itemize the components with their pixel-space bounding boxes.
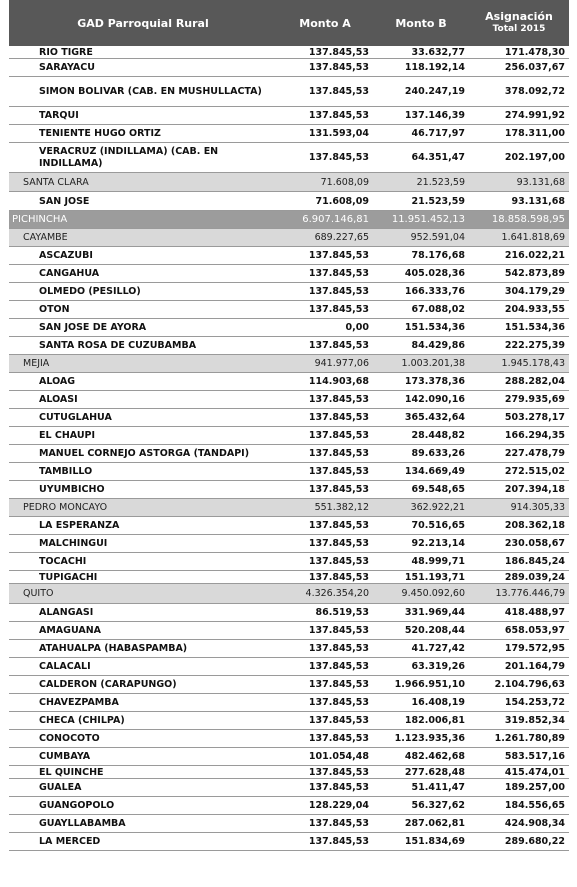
cell-name: LA ESPERANZA — [39, 520, 120, 531]
cell-total: 378.092,72 — [504, 86, 565, 97]
cell-monto-a: 137.845,53 — [308, 643, 369, 654]
table-header — [9, 0, 569, 46]
cell-monto-b: 134.669,49 — [404, 466, 465, 477]
cell-name: CHECA (CHILPA) — [39, 715, 125, 726]
cell-monto-a: 137.845,53 — [308, 556, 369, 567]
cell-total: 166.294,35 — [504, 430, 565, 441]
table-row — [9, 779, 569, 797]
cell-total: 154.253,72 — [504, 697, 565, 708]
cell-name: ATAHUALPA (HABASPAMBA) — [39, 643, 188, 654]
cell-monto-b: 63.319,26 — [411, 661, 465, 672]
cell-monto-b: 287.062,81 — [404, 818, 465, 829]
cell-monto-b: 240.247,19 — [404, 86, 465, 97]
cell-name: VERACRUZ (INDILLAMA) (CAB. EN INDILLAMA) — [39, 145, 219, 169]
table-row — [9, 676, 569, 694]
cell-total: 227.478,79 — [504, 448, 565, 459]
cell-monto-b: 142.090,16 — [404, 394, 465, 405]
cell-monto-b: 331.969,44 — [404, 607, 465, 618]
cell-name: ALANGASI — [39, 607, 94, 618]
cell-total: 184.556,65 — [504, 800, 565, 811]
table-row — [9, 337, 569, 355]
cell-total: 13.776.446,79 — [495, 588, 565, 599]
cell-monto-a: 137.845,53 — [308, 250, 369, 261]
table-row — [9, 640, 569, 658]
cell-monto-b: 151.193,71 — [404, 571, 465, 583]
cell-name: SARAYACU — [39, 62, 95, 73]
header-asignacion-line2: Total 2015 — [492, 24, 546, 34]
cell-monto-b: 173.378,36 — [404, 376, 465, 387]
cell-monto-b: 166.333,76 — [404, 286, 465, 297]
cell-monto-b: 21.523,59 — [411, 195, 465, 207]
province-total-row — [9, 211, 569, 229]
cell-monto-a: 137.845,53 — [308, 625, 369, 636]
cell-monto-b: 46.717,97 — [411, 128, 465, 139]
cell-monto-a: 137.845,53 — [308, 766, 369, 778]
canton-subtotal-row — [9, 229, 569, 247]
header-monto-a: Monto A — [299, 16, 351, 30]
cell-monto-a: 114.903,68 — [308, 376, 369, 387]
header-asignacion — [469, 10, 569, 36]
cell-name: ALOAG — [39, 376, 76, 387]
canton-subtotal-row — [9, 499, 569, 517]
cell-monto-b: 28.448,82 — [411, 430, 465, 441]
cell-total: 189.257,00 — [504, 782, 565, 793]
cell-monto-b: 362.922,21 — [410, 502, 465, 513]
cell-name: AMAGUAÑA — [39, 625, 102, 636]
cell-monto-a: 0,00 — [345, 322, 369, 333]
cell-name: SANTA ROSA DE CUZUBAMBA — [39, 340, 197, 351]
cell-name: PEDRO MONCAYO — [23, 502, 108, 513]
cell-name: GUALEA — [39, 782, 82, 793]
table-row — [9, 553, 569, 571]
cell-monto-a: 137.845,53 — [308, 661, 369, 672]
cell-total: 424.908,34 — [504, 818, 565, 829]
cell-total: 279.935,69 — [504, 394, 565, 405]
cell-monto-a: 137.845,53 — [308, 430, 369, 441]
cell-name: TENIENTE HUGO ORTIZ — [39, 128, 161, 139]
cell-monto-a: 137.845,53 — [308, 152, 369, 163]
table-row — [9, 481, 569, 499]
cell-monto-b: 48.999,71 — [411, 556, 465, 567]
cell-monto-b: 70.516,65 — [411, 520, 465, 531]
cell-name: CUMBAYA — [39, 751, 91, 762]
cell-total: 288.282,04 — [504, 376, 565, 387]
cell-total: 415.474,01 — [504, 766, 565, 778]
table-row — [9, 192, 569, 211]
cell-monto-a: 137.845,53 — [308, 733, 369, 744]
cell-total: 272.515,02 — [504, 466, 565, 477]
table-row — [9, 571, 569, 584]
cell-name: SANTA CLARA — [23, 176, 89, 188]
cell-monto-b: 78.176,68 — [411, 250, 465, 261]
header-monto-b: Monto B — [395, 16, 447, 30]
table-row — [9, 319, 569, 337]
cell-monto-a: 137.845,53 — [308, 340, 369, 351]
cell-monto-b: 151.534,36 — [404, 322, 465, 333]
cell-monto-b: 51.411,47 — [411, 782, 465, 793]
cell-name: CANGAHUA — [39, 268, 100, 279]
cell-name: UYUMBICHO — [39, 484, 105, 495]
cell-name: PICHINCHA — [12, 214, 68, 225]
canton-subtotal-row — [9, 173, 569, 192]
cell-monto-a: 137.845,53 — [308, 679, 369, 690]
cell-monto-a: 137.845,53 — [308, 782, 369, 793]
cell-total: 418.488,97 — [504, 607, 565, 618]
table-row — [9, 604, 569, 622]
cell-monto-a: 137.845,53 — [308, 715, 369, 726]
cell-monto-a: 137.845,53 — [308, 484, 369, 495]
cell-monto-a: 128.229,04 — [308, 800, 369, 811]
table-row — [9, 694, 569, 712]
cell-total: 208.362,18 — [504, 520, 565, 531]
cell-total: 289.039,24 — [504, 571, 565, 583]
cell-monto-b: 277.628,48 — [404, 766, 465, 778]
cell-monto-b: 16.408,19 — [411, 697, 465, 708]
cell-monto-b: 952.591,04 — [410, 232, 465, 243]
cell-name: CONOCOTO — [39, 733, 100, 744]
cell-monto-b: 21.523,59 — [416, 176, 465, 188]
cell-monto-b: 151.834,69 — [404, 836, 465, 847]
table-row — [9, 409, 569, 427]
table-row — [9, 247, 569, 265]
cell-name: GUAYLLABAMBA — [39, 818, 126, 829]
cell-monto-a: 137.845,53 — [308, 394, 369, 405]
cell-monto-b: 69.548,65 — [411, 484, 465, 495]
cell-monto-a: 131.593,04 — [308, 128, 369, 139]
table-row — [9, 748, 569, 766]
cell-monto-a: 6.907.146,81 — [302, 214, 369, 225]
cell-name: GUANGOPOLO — [39, 800, 115, 811]
cell-monto-a: 689.227,65 — [314, 232, 369, 243]
cell-total: 914.305,33 — [510, 502, 565, 513]
table-row — [9, 301, 569, 319]
cell-total: 319.852,34 — [504, 715, 565, 726]
table-row — [9, 46, 569, 59]
cell-name: OLMEDO (PESILLO) — [39, 286, 141, 297]
cell-name: MALCHINGUI — [39, 538, 108, 549]
cell-total: 151.534,36 — [504, 322, 565, 333]
table-row — [9, 59, 569, 77]
cell-name: CHAVEZPAMBA — [39, 697, 119, 708]
table-row — [9, 445, 569, 463]
cell-monto-a: 137.845,53 — [308, 818, 369, 829]
cell-name: QUITO — [23, 588, 54, 599]
cell-monto-b: 67.088,02 — [411, 304, 465, 315]
canton-subtotal-row — [9, 584, 569, 604]
cell-name: EL QUINCHE — [39, 766, 104, 778]
cell-total: 304.179,29 — [504, 286, 565, 297]
cell-monto-b: 92.213,14 — [411, 538, 465, 549]
table-row — [9, 463, 569, 481]
cell-name: MEJIA — [23, 358, 50, 369]
cell-total: 179.572,95 — [504, 643, 565, 654]
cell-name: RIO TIGRE — [39, 46, 93, 58]
cell-monto-b: 56.327,62 — [411, 800, 465, 811]
cell-monto-b: 11.951.452,13 — [391, 214, 465, 225]
table-row — [9, 815, 569, 833]
cell-monto-a: 137.845,53 — [308, 571, 369, 583]
cell-name: ASCAZUBI — [39, 250, 93, 261]
cell-total: 204.933,55 — [504, 304, 565, 315]
cell-monto-b: 520.208,44 — [404, 625, 465, 636]
cell-total: 542.873,89 — [504, 268, 565, 279]
cell-total: 256.037,67 — [504, 62, 565, 73]
cell-name: SIMON BOLIVAR (CAB. EN MUSHULLACTA) — [39, 85, 262, 97]
cell-total: 93.131,68 — [511, 195, 565, 207]
cell-monto-b: 64.351,47 — [411, 152, 465, 163]
table-row — [9, 730, 569, 748]
cell-monto-a: 137.845,53 — [308, 62, 369, 73]
cell-total: 1.261.780,89 — [494, 733, 565, 744]
cell-monto-a: 71.608,09 — [320, 176, 369, 188]
cell-name: LA MERCED — [39, 836, 101, 847]
table-row — [9, 712, 569, 730]
cell-monto-b: 137.146,39 — [404, 110, 465, 121]
allocation-table — [9, 0, 569, 851]
cell-total: 289.680,22 — [504, 836, 565, 847]
header-gad: GAD Parroquial Rural — [77, 16, 209, 30]
cell-name: TUPIGACHI — [39, 571, 98, 583]
table-row — [9, 427, 569, 445]
table-row — [9, 658, 569, 676]
cell-total: 207.394,18 — [504, 484, 565, 495]
table-row — [9, 373, 569, 391]
table-row — [9, 833, 569, 851]
cell-monto-a: 137.845,53 — [308, 304, 369, 315]
cell-monto-a: 4.326.354,20 — [305, 588, 369, 599]
cell-name: TAMBILLO — [39, 466, 93, 477]
cell-monto-a: 137.845,53 — [308, 110, 369, 121]
cell-monto-b: 9.450.092,60 — [401, 588, 465, 599]
cell-name: EL CHAUPI — [39, 430, 96, 441]
table-body — [9, 46, 569, 851]
cell-monto-b: 84.429,86 — [411, 340, 465, 351]
table-row — [9, 535, 569, 553]
cell-total: 583.517,16 — [504, 751, 565, 762]
cell-monto-a: 71.608,09 — [315, 195, 369, 207]
cell-total: 230.058,67 — [504, 538, 565, 549]
cell-monto-a: 137.845,53 — [308, 412, 369, 423]
table-row — [9, 622, 569, 640]
cell-monto-a: 101.054,48 — [308, 751, 369, 762]
cell-total: 171.478,30 — [504, 46, 565, 58]
cell-name: CALDERON (CARAPUNGO) — [39, 679, 177, 690]
table-row — [9, 107, 569, 125]
cell-monto-b: 89.633,26 — [411, 448, 465, 459]
cell-monto-a: 137.845,53 — [308, 520, 369, 531]
cell-total: 2.104.796,63 — [494, 679, 565, 690]
cell-monto-b: 405.028,36 — [404, 268, 465, 279]
cell-monto-a: 137.845,53 — [308, 697, 369, 708]
cell-total: 186.845,24 — [504, 556, 565, 567]
cell-name: CAYAMBE — [23, 232, 68, 243]
cell-total: 503.278,17 — [504, 412, 565, 423]
cell-monto-a: 137.845,53 — [308, 286, 369, 297]
table-row — [9, 143, 569, 173]
canton-subtotal-row — [9, 355, 569, 373]
cell-monto-a: 137.845,53 — [308, 448, 369, 459]
cell-monto-b: 1.003.201,38 — [401, 358, 465, 369]
cell-monto-b: 365.432,64 — [404, 412, 465, 423]
cell-monto-b: 41.727,42 — [411, 643, 465, 654]
cell-total: 93.131,68 — [516, 176, 565, 188]
cell-total: 274.991,92 — [504, 110, 565, 121]
cell-name: TARQUI — [39, 110, 79, 121]
table-row — [9, 77, 569, 107]
cell-total: 658.053,97 — [504, 625, 565, 636]
cell-total: 1.945.178,43 — [501, 358, 565, 369]
cell-name: MANUEL CORNEJO ASTORGA (TANDAPI) — [39, 448, 250, 459]
cell-monto-a: 137.845,53 — [308, 46, 369, 58]
cell-name: CALACALI — [39, 661, 91, 672]
cell-monto-b: 118.192,14 — [404, 62, 465, 73]
cell-monto-b: 1.966.951,10 — [394, 679, 465, 690]
cell-total: 1.641.818,69 — [501, 232, 565, 243]
cell-monto-b: 182.006,81 — [404, 715, 465, 726]
table-row — [9, 391, 569, 409]
cell-name: SAN JOSE DE AYORA — [39, 322, 147, 333]
table-row — [9, 265, 569, 283]
table-row — [9, 283, 569, 301]
table-row — [9, 125, 569, 143]
cell-total: 222.275,39 — [504, 340, 565, 351]
cell-monto-b: 482.462,68 — [404, 751, 465, 762]
cell-monto-b: 1.123.935,36 — [394, 733, 465, 744]
cell-total: 202.197,00 — [504, 152, 565, 163]
table-row — [9, 766, 569, 779]
cell-name: TOCACHI — [39, 556, 87, 567]
cell-monto-b: 33.632,77 — [411, 46, 465, 58]
cell-monto-a: 137.845,53 — [308, 86, 369, 97]
cell-name: OTON — [39, 304, 70, 315]
cell-monto-a: 86.519,53 — [315, 607, 369, 618]
table-row — [9, 797, 569, 815]
table-row — [9, 517, 569, 535]
cell-name: CUTUGLAHUA — [39, 412, 112, 423]
cell-monto-a: 137.845,53 — [308, 538, 369, 549]
cell-total: 201.164,79 — [504, 661, 565, 672]
cell-monto-a: 551.382,12 — [314, 502, 369, 513]
cell-total: 178.311,00 — [504, 128, 565, 139]
cell-total: 216.022,21 — [504, 250, 565, 261]
cell-name: SAN JOSE — [39, 195, 90, 207]
cell-total: 18.858.598,95 — [491, 214, 565, 225]
cell-monto-a: 137.845,53 — [308, 836, 369, 847]
cell-monto-a: 137.845,53 — [308, 466, 369, 477]
header-asignacion-line1: Asignación — [485, 10, 553, 23]
cell-monto-a: 137.845,53 — [308, 268, 369, 279]
cell-name: ALOASI — [39, 394, 78, 405]
cell-monto-a: 941.977,06 — [314, 358, 369, 369]
